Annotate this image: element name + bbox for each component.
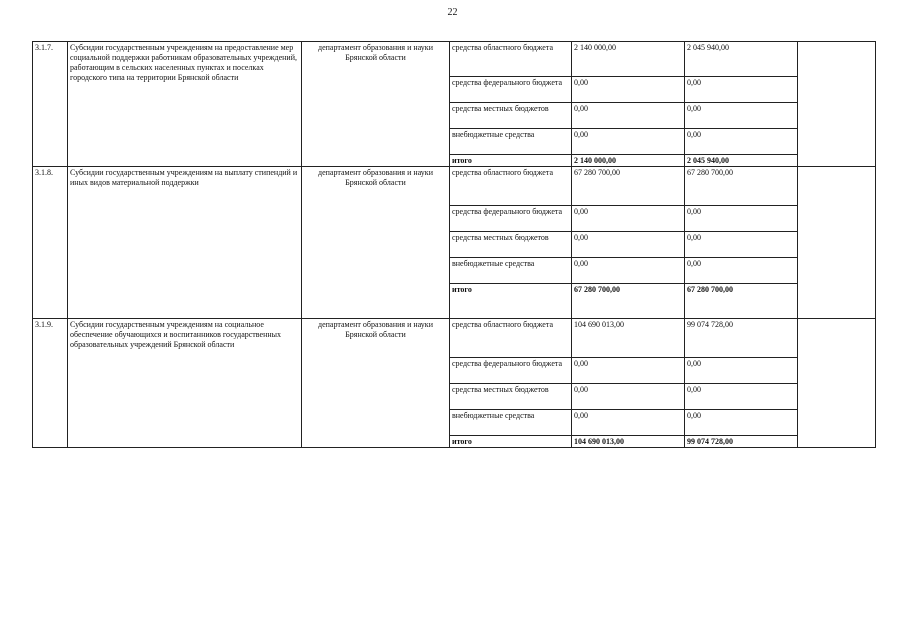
measure-name: Субсидии государственным учреждениям на выплату стипендий и иных видов материальной поддержки bbox=[68, 167, 302, 319]
budget-table bbox=[32, 41, 876, 448]
value-2: 0,00 bbox=[685, 232, 798, 258]
source-label: средства областного бюджета bbox=[450, 167, 572, 206]
source-label: средства федерального бюджета bbox=[450, 206, 572, 232]
value-1: 0,00 bbox=[572, 232, 685, 258]
value-2: 0,00 bbox=[685, 206, 798, 232]
page-number: 22 bbox=[447, 7, 458, 18]
value-2: 0,00 bbox=[685, 103, 798, 129]
value-2: 0,00 bbox=[685, 410, 798, 436]
value-1: 0,00 bbox=[572, 384, 685, 410]
value-2: 0,00 bbox=[685, 77, 798, 103]
value-1: 0,00 bbox=[572, 410, 685, 436]
value-1: 0,00 bbox=[572, 258, 685, 284]
value-1: 0,00 bbox=[572, 129, 685, 155]
empty-cell bbox=[798, 42, 876, 167]
value-1: 0,00 bbox=[572, 103, 685, 129]
total-label: итого bbox=[450, 155, 572, 167]
value-2: 2 045 940,00 bbox=[685, 42, 798, 77]
total-value-2: 2 045 940,00 bbox=[685, 155, 798, 167]
source-label: средства местных бюджетов bbox=[450, 384, 572, 410]
value-2: 67 280 700,00 bbox=[685, 167, 798, 206]
source-label: средства местных бюджетов bbox=[450, 103, 572, 129]
executor: департамент образования и науки Брянской области bbox=[302, 42, 450, 167]
empty-cell bbox=[798, 319, 876, 448]
value-2: 0,00 bbox=[685, 384, 798, 410]
table-row bbox=[33, 167, 876, 206]
source-label: внебюджетные средства bbox=[450, 410, 572, 436]
value-1: 104 690 013,00 bbox=[572, 319, 685, 358]
source-label: внебюджетные средства bbox=[450, 129, 572, 155]
total-value-1: 104 690 013,00 bbox=[572, 436, 685, 448]
source-label: средства федерального бюджета bbox=[450, 358, 572, 384]
source-label: средства областного бюджета bbox=[450, 42, 572, 77]
table-row bbox=[33, 42, 876, 77]
empty-cell bbox=[798, 167, 876, 319]
source-label: внебюджетные средства bbox=[450, 258, 572, 284]
value-1: 0,00 bbox=[572, 77, 685, 103]
total-label: итого bbox=[450, 436, 572, 448]
total-label: итого bbox=[450, 284, 572, 319]
total-value-2: 67 280 700,00 bbox=[685, 284, 798, 319]
value-2: 0,00 bbox=[685, 129, 798, 155]
table-row bbox=[33, 319, 876, 358]
measure-name: Субсидии государственным учреждениям на социальное обеспечение обучающихся и воспитанников государственных образовательных учреждений Брянской области bbox=[68, 319, 302, 448]
value-1: 0,00 bbox=[572, 206, 685, 232]
value-1: 67 280 700,00 bbox=[572, 167, 685, 206]
total-value-1: 67 280 700,00 bbox=[572, 284, 685, 319]
source-label: средства местных бюджетов bbox=[450, 232, 572, 258]
value-1: 0,00 bbox=[572, 358, 685, 384]
source-label: средства областного бюджета bbox=[450, 319, 572, 358]
row-number: 3.1.9. bbox=[33, 319, 68, 448]
total-value-2: 99 074 728,00 bbox=[685, 436, 798, 448]
total-value-1: 2 140 000,00 bbox=[572, 155, 685, 167]
row-number: 3.1.8. bbox=[33, 167, 68, 319]
executor: департамент образования и науки Брянской области bbox=[302, 319, 450, 448]
value-2: 99 074 728,00 bbox=[685, 319, 798, 358]
executor: департамент образования и науки Брянской области bbox=[302, 167, 450, 319]
value-1: 2 140 000,00 bbox=[572, 42, 685, 77]
source-label: средства федерального бюджета bbox=[450, 77, 572, 103]
value-2: 0,00 bbox=[685, 358, 798, 384]
value-2: 0,00 bbox=[685, 258, 798, 284]
measure-name: Субсидии государственным учреждениям на предоставление мер социальной поддержки работникам образовательных учреждений, работающим в сельских населенных пунктах и поселках городского типа на территории Брянской области bbox=[68, 42, 302, 167]
row-number: 3.1.7. bbox=[33, 42, 68, 167]
